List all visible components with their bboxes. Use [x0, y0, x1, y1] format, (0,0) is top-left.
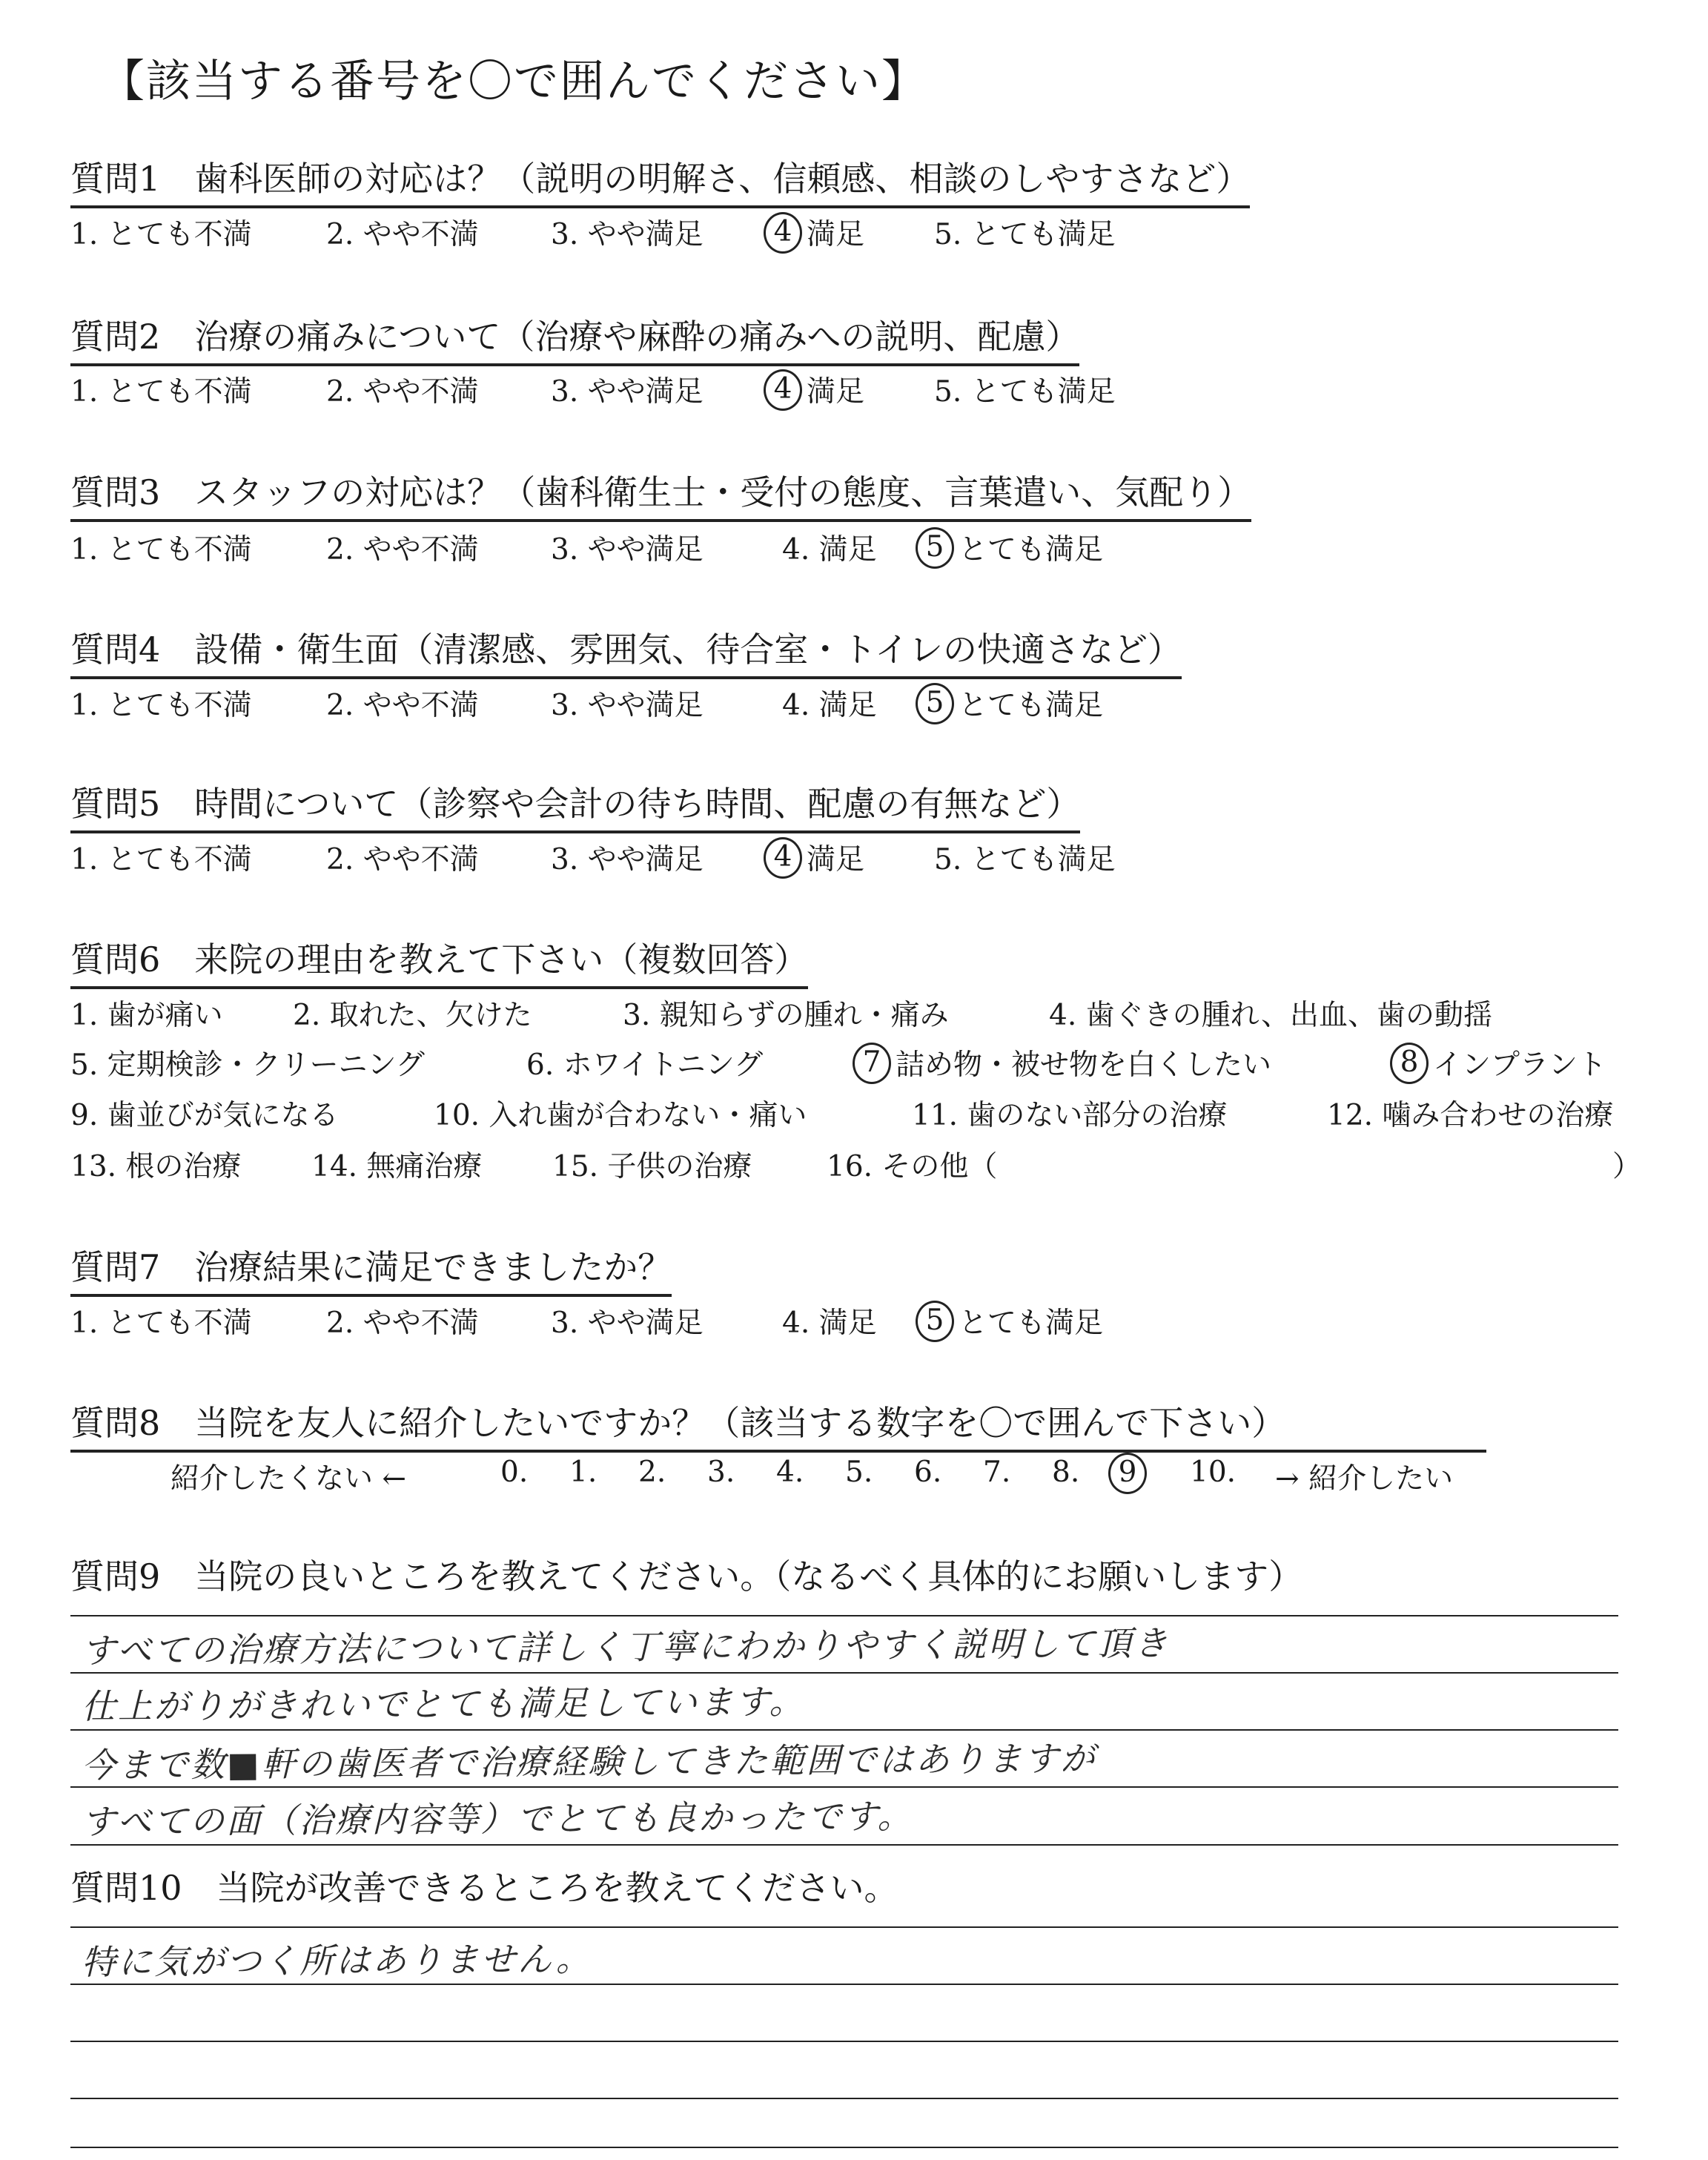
q4-option-1[interactable]: 1. とても不満 [70, 689, 252, 722]
q8-scale-10[interactable]: 10. [1190, 1456, 1237, 1489]
q2-option-5[interactable]: 5. とても満足 [934, 375, 1116, 409]
q9-handwritten-line-3[interactable]: 今まで数■軒の歯医者で治療経験してきた範囲ではありますが [81, 1738, 1097, 1786]
q6-other-close-paren: ） [1612, 1150, 1642, 1183]
question-6-label: 質問6 来院の理由を教えて下さい（複数回答） [70, 933, 808, 989]
q2-option-1[interactable]: 1. とても不満 [70, 375, 252, 409]
q6-option-8-selected[interactable]: 8 インプラント [1390, 1042, 1606, 1087]
page-title: 【該当する番号を〇で囲んでください】 [100, 56, 927, 108]
q6-option-6[interactable]: 6. ホワイトニング [526, 1048, 764, 1082]
q1-option-4-selected[interactable]: 4 満足 [764, 211, 864, 257]
q8-scale-4[interactable]: 4. [776, 1456, 804, 1489]
q6-option-2[interactable]: 2. 取れた、欠けた [293, 999, 532, 1032]
q5-option-3[interactable]: 3. やや満足 [551, 843, 704, 876]
q6-option-4[interactable]: 4. 歯ぐきの腫れ、出血、歯の動揺 [1049, 999, 1492, 1032]
q6-option-7-selected[interactable]: 7 詰め物・被せ物を白くしたい [853, 1042, 1271, 1087]
q3-option-4[interactable]: 4. 満足 [782, 533, 877, 567]
selection-circle: 5 [916, 683, 954, 724]
q7-option-5-selected[interactable]: 5 とても満足 [916, 1300, 1103, 1345]
selection-circle: 8 [1390, 1043, 1429, 1084]
q6-option-1[interactable]: 1. 歯が痛い [70, 999, 223, 1032]
question-9-label: 質問9 当院の良いところを教えてください。（なるべく具体的にお願いします） [70, 1556, 1303, 1596]
q1-option-2[interactable]: 2. やや不満 [326, 218, 479, 251]
answer-line [70, 2041, 1618, 2042]
answer-line [70, 1984, 1618, 1985]
q6-option-15[interactable]: 15. 子供の治療 [552, 1150, 752, 1183]
q3-option-3[interactable]: 3. やや満足 [551, 533, 704, 567]
q5-option-2[interactable]: 2. やや不満 [326, 843, 479, 876]
selection-circle: 5 [916, 1301, 954, 1342]
q6-option-11[interactable]: 11. 歯のない部分の治療 [912, 1099, 1228, 1132]
q8-right-label: → 紹介したい [1275, 1462, 1454, 1496]
q5-option-4-selected[interactable]: 4 満足 [764, 836, 864, 882]
question-7-label: 質問7 治療結果に満足できましたか？ [70, 1241, 672, 1297]
question-4-label: 質問4 設備・衛生面（清潔感、雰囲気、待合室・トイレの快適さなど） [70, 623, 1182, 679]
q7-option-4[interactable]: 4. 満足 [782, 1307, 877, 1340]
q6-option-14[interactable]: 14. 無痛治療 [311, 1150, 483, 1183]
question-1-label: 質問1 歯科医師の対応は？（説明の明解さ、信頼感、相談のしやすさなど） [70, 152, 1250, 208]
q6-option-9[interactable]: 9. 歯並びが気になる [70, 1099, 339, 1132]
q6-option-10[interactable]: 10. 入れ歯が合わない・痛い [434, 1099, 807, 1132]
q8-scale-9-selected[interactable] [1108, 1456, 1151, 1497]
q4-option-4[interactable]: 4. 満足 [782, 689, 877, 722]
q4-option-5-selected[interactable]: 5 とても満足 [916, 682, 1103, 727]
answer-line [70, 1672, 1618, 1674]
q6-option-5[interactable]: 5. 定期検診・クリーニング [70, 1048, 425, 1082]
question-2-label: 質問2 治療の痛みについて（治療や麻酔の痛みへの説明、配慮） [70, 310, 1079, 366]
q9-handwritten-line-1[interactable]: すべての治療方法について詳しく丁寧にわかりやすく説明して頂き [81, 1622, 1171, 1671]
q9-handwritten-line-2[interactable]: 仕上がりがきれいでとても満足しています。 [81, 1681, 806, 1727]
question-3-label: 質問3 スタッフの対応は？（歯科衛生士・受付の態度、言葉遣い、気配り） [70, 466, 1251, 522]
q2-option-4-selected[interactable]: 4 満足 [764, 369, 864, 414]
answer-line [70, 1926, 1618, 1928]
q8-scale-6[interactable]: 6. [914, 1456, 942, 1489]
q8-scale-2[interactable]: 2. [638, 1456, 666, 1489]
q8-scale-1[interactable]: 1. [569, 1456, 598, 1489]
q8-scale-5[interactable]: 5. [845, 1456, 873, 1489]
selection-circle: 7 [853, 1043, 891, 1084]
q6-option-13[interactable]: 13. 根の治療 [70, 1150, 242, 1183]
q8-left-label: 紹介したくない ← [171, 1462, 407, 1496]
answer-line [70, 2098, 1618, 2099]
q7-option-1[interactable]: 1. とても不満 [70, 1307, 252, 1340]
selection-circle: 4 [764, 369, 802, 411]
q8-scale-8[interactable]: 8. [1052, 1456, 1080, 1489]
q2-option-2[interactable]: 2. やや不満 [326, 375, 479, 409]
question-8-label: 質問8 当院を友人に紹介したいですか？（該当する数字を〇で囲んで下さい） [70, 1396, 1486, 1453]
question-5-label: 質問5 時間について（診察や会計の待ち時間、配慮の有無など） [70, 777, 1080, 833]
q4-option-3[interactable]: 3. やや満足 [551, 689, 704, 722]
q1-option-1[interactable]: 1. とても不満 [70, 218, 252, 251]
q3-option-1[interactable]: 1. とても不満 [70, 533, 252, 567]
q7-option-3[interactable]: 3. やや満足 [551, 1307, 704, 1340]
q10-handwritten-line-1[interactable]: 特に気がつく所はありません。 [81, 1938, 592, 1983]
q6-option-12[interactable]: 12. 噛み合わせの治療 [1327, 1099, 1614, 1132]
answer-line [70, 1615, 1618, 1616]
q8-scale-7[interactable]: 7. [983, 1456, 1011, 1489]
selection-circle: 4 [764, 837, 802, 879]
q5-option-1[interactable]: 1. とても不満 [70, 843, 252, 876]
q5-option-5[interactable]: 5. とても満足 [934, 843, 1116, 876]
q3-option-2[interactable]: 2. やや不満 [326, 533, 479, 567]
q6-option-16[interactable]: 16. その他（ [827, 1150, 998, 1183]
answer-line [70, 1786, 1618, 1788]
selection-circle: 4 [764, 212, 802, 254]
q7-option-2[interactable]: 2. やや不満 [326, 1307, 479, 1340]
q8-scale-3[interactable]: 3. [707, 1456, 735, 1489]
q9-handwritten-line-4[interactable]: すべての面（治療内容等）でとても良かったです。 [81, 1796, 914, 1842]
q3-option-5-selected[interactable]: 5 とても満足 [916, 526, 1103, 572]
q8-scale-0[interactable]: 0. [500, 1456, 529, 1489]
q1-option-5[interactable]: 5. とても満足 [934, 218, 1116, 251]
answer-line [70, 1729, 1618, 1731]
answer-line [70, 2147, 1618, 2148]
q6-option-3[interactable]: 3. 親知らずの腫れ・痛み [623, 999, 949, 1032]
question-10-label: 質問10 当院が改善できるところを教えてください。 [70, 1868, 898, 1908]
selection-circle: 5 [916, 527, 954, 569]
answer-line [70, 1844, 1618, 1846]
selection-circle: 9 [1108, 1453, 1147, 1494]
q2-option-3[interactable]: 3. やや満足 [551, 375, 704, 409]
q4-option-2[interactable]: 2. やや不満 [326, 689, 479, 722]
q1-option-3[interactable]: 3. やや満足 [551, 218, 704, 251]
